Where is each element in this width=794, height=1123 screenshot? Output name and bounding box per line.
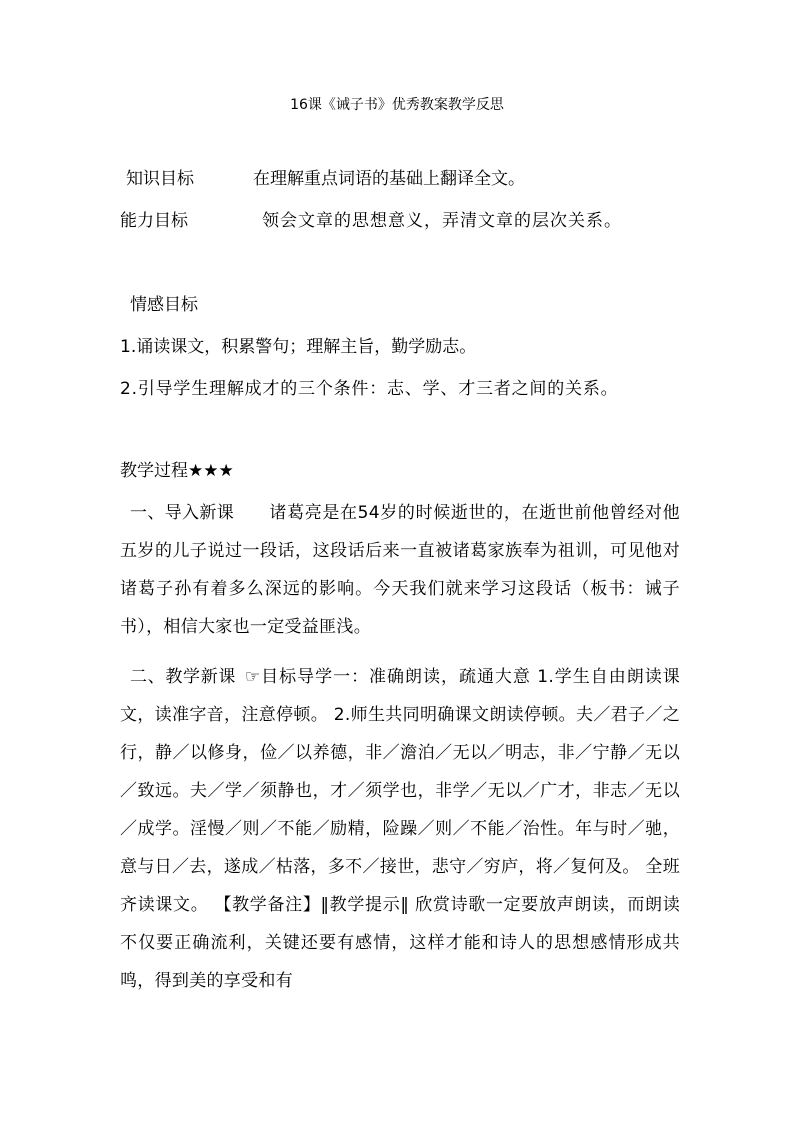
section-1-label: 一、导入新课 bbox=[130, 503, 235, 523]
emotion-goal-label: 情感目标 bbox=[130, 295, 198, 315]
ability-goal-label: 能力目标 bbox=[120, 211, 188, 231]
section-2-paragraph bbox=[120, 658, 680, 1000]
ability-goal-text: 领会文章的思想意义，弄清文章的层次关系。 bbox=[262, 211, 622, 231]
knowledge-goal-label: 知识目标 bbox=[126, 169, 194, 189]
section-2-label: 二、教学新课 bbox=[130, 667, 237, 687]
section-1-paragraph bbox=[120, 494, 680, 646]
page-title: 16课《诫子书》优秀教案教学反思 bbox=[290, 97, 504, 113]
knowledge-goal-text: 在理解重点词语的基础上翻译全文。 bbox=[253, 169, 525, 189]
section-1-text: 诸葛亮是在54岁的时候逝世的，在逝世前他曾经对他五岁的儿子说过一段话，这段话后来一直被诸葛家族奉为祖训，可见他对诸葛子孙有着多么深远的影响。今天我们就来学习这段话（板书：诫子书），相信大家也一定受益匪浅。 bbox=[120, 503, 680, 637]
section-2-text: ☞目标导学一：准确朗读，疏通大意 1.学生自由朗读课文，读准字音，注意停顿。 2.师生共同明确课文朗读停顿。夫／君子／之行，静／以修身，俭／以养德，非／澹泊／无以／明志，非／宁静／无以／致远。夫／学／须静也，才／须学也，非学／无以／广才，非志／无以／成学。淫慢／则／不能／励精，险躁／则／不能／治性。年与时／驰，意与日／去，遂成／枯落，多不／接世，悲守／穷庐，将／复何及。 全班齐读课文。 【教学备注】‖教学提示‖ 欣赏诗歌一定要放声朗读，而朗读不仅要正确流利，关键还要有感情，这样才能和诗人的思想感情形成共鸣，得到美的享受和有 bbox=[120, 667, 680, 991]
